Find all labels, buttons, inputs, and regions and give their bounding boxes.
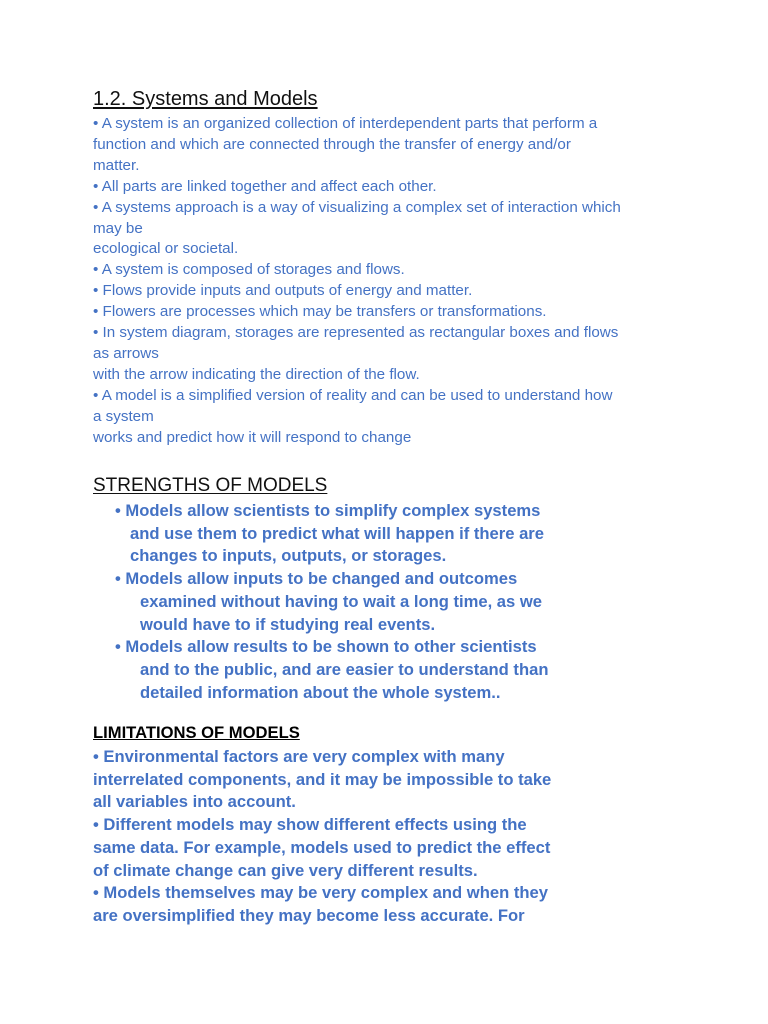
body-line: • A system is an organized collection of interdependent parts that perform a — [93, 115, 598, 132]
limitation-line: • Environmental factors are very complex with many — [93, 747, 505, 766]
strength-line: and use them to predict what will happen if there are — [130, 523, 544, 543]
body-line: • Flowers are processes which may be transfers or transformations. — [93, 303, 547, 321]
strengths-list — [115, 500, 735, 704]
body-line: with the arrow indicating the direction of the flow. — [93, 365, 420, 383]
limitation-line: are oversimplified they may become less accurate. For — [93, 905, 525, 925]
section-heading-limitations: LIMITATIONS OF MODELS — [93, 723, 300, 742]
body-line: may be — [93, 219, 143, 237]
body-line: • A systems approach is a way of visualizing a complex set of interaction which — [93, 198, 621, 216]
limitation-line: all variables into account. — [93, 792, 296, 812]
strength-line: and to the public, and are easier to understand than — [140, 659, 549, 679]
body-line: as arrows — [93, 344, 159, 362]
section-heading-strengths: STRENGTHS OF MODELS — [93, 475, 328, 496]
body-line: function and which are connected through the transfer of energy and/or — [93, 135, 571, 153]
body-line: matter. — [93, 156, 140, 174]
body-line: • A model is a simplified version of reality and can be used to understand how — [93, 386, 613, 404]
limitation-line: • Models themselves may be very complex and when they — [93, 883, 548, 903]
strength-line: would have to if studying real events. — [140, 614, 436, 634]
body-line: • In system diagram, storages are represented as rectangular boxes and flows — [93, 324, 619, 342]
limitation-line: interrelated components, and it may be impossible to take — [93, 769, 552, 789]
limitation-line: of climate change can give very different results. — [93, 860, 478, 880]
body-line: a system — [93, 407, 154, 425]
body-line: works and predict how it will respond to change — [93, 428, 412, 446]
limitations-list — [93, 746, 733, 928]
limitation-line: same data. For example, models used to predict the effect — [93, 837, 551, 857]
strength-line: changes to inputs, outputs, or storages. — [130, 546, 447, 566]
strength-line: • Models allow results to be shown to other scientists — [115, 637, 537, 657]
strength-line: detailed information about the whole system.. — [140, 682, 501, 702]
body-line: ecological or societal. — [93, 240, 239, 258]
body-line: • A system is composed of storages and flows. — [93, 261, 405, 279]
section-heading-systems-and-models: 1.2. Systems and Models — [93, 88, 318, 110]
strength-line: examined without having to wait a long time, as we — [140, 591, 543, 611]
systems-and-models-body — [93, 114, 693, 449]
body-line: • All parts are linked together and affect each other. — [93, 177, 437, 195]
body-line: • Flows provide inputs and outputs of energy and matter. — [93, 282, 473, 300]
limitation-line: • Different models may show different effects using the — [93, 815, 527, 835]
strength-line: • Models allow inputs to be changed and outcomes — [115, 569, 518, 589]
strength-line: • Models allow scientists to simplify complex systems — [115, 501, 541, 520]
